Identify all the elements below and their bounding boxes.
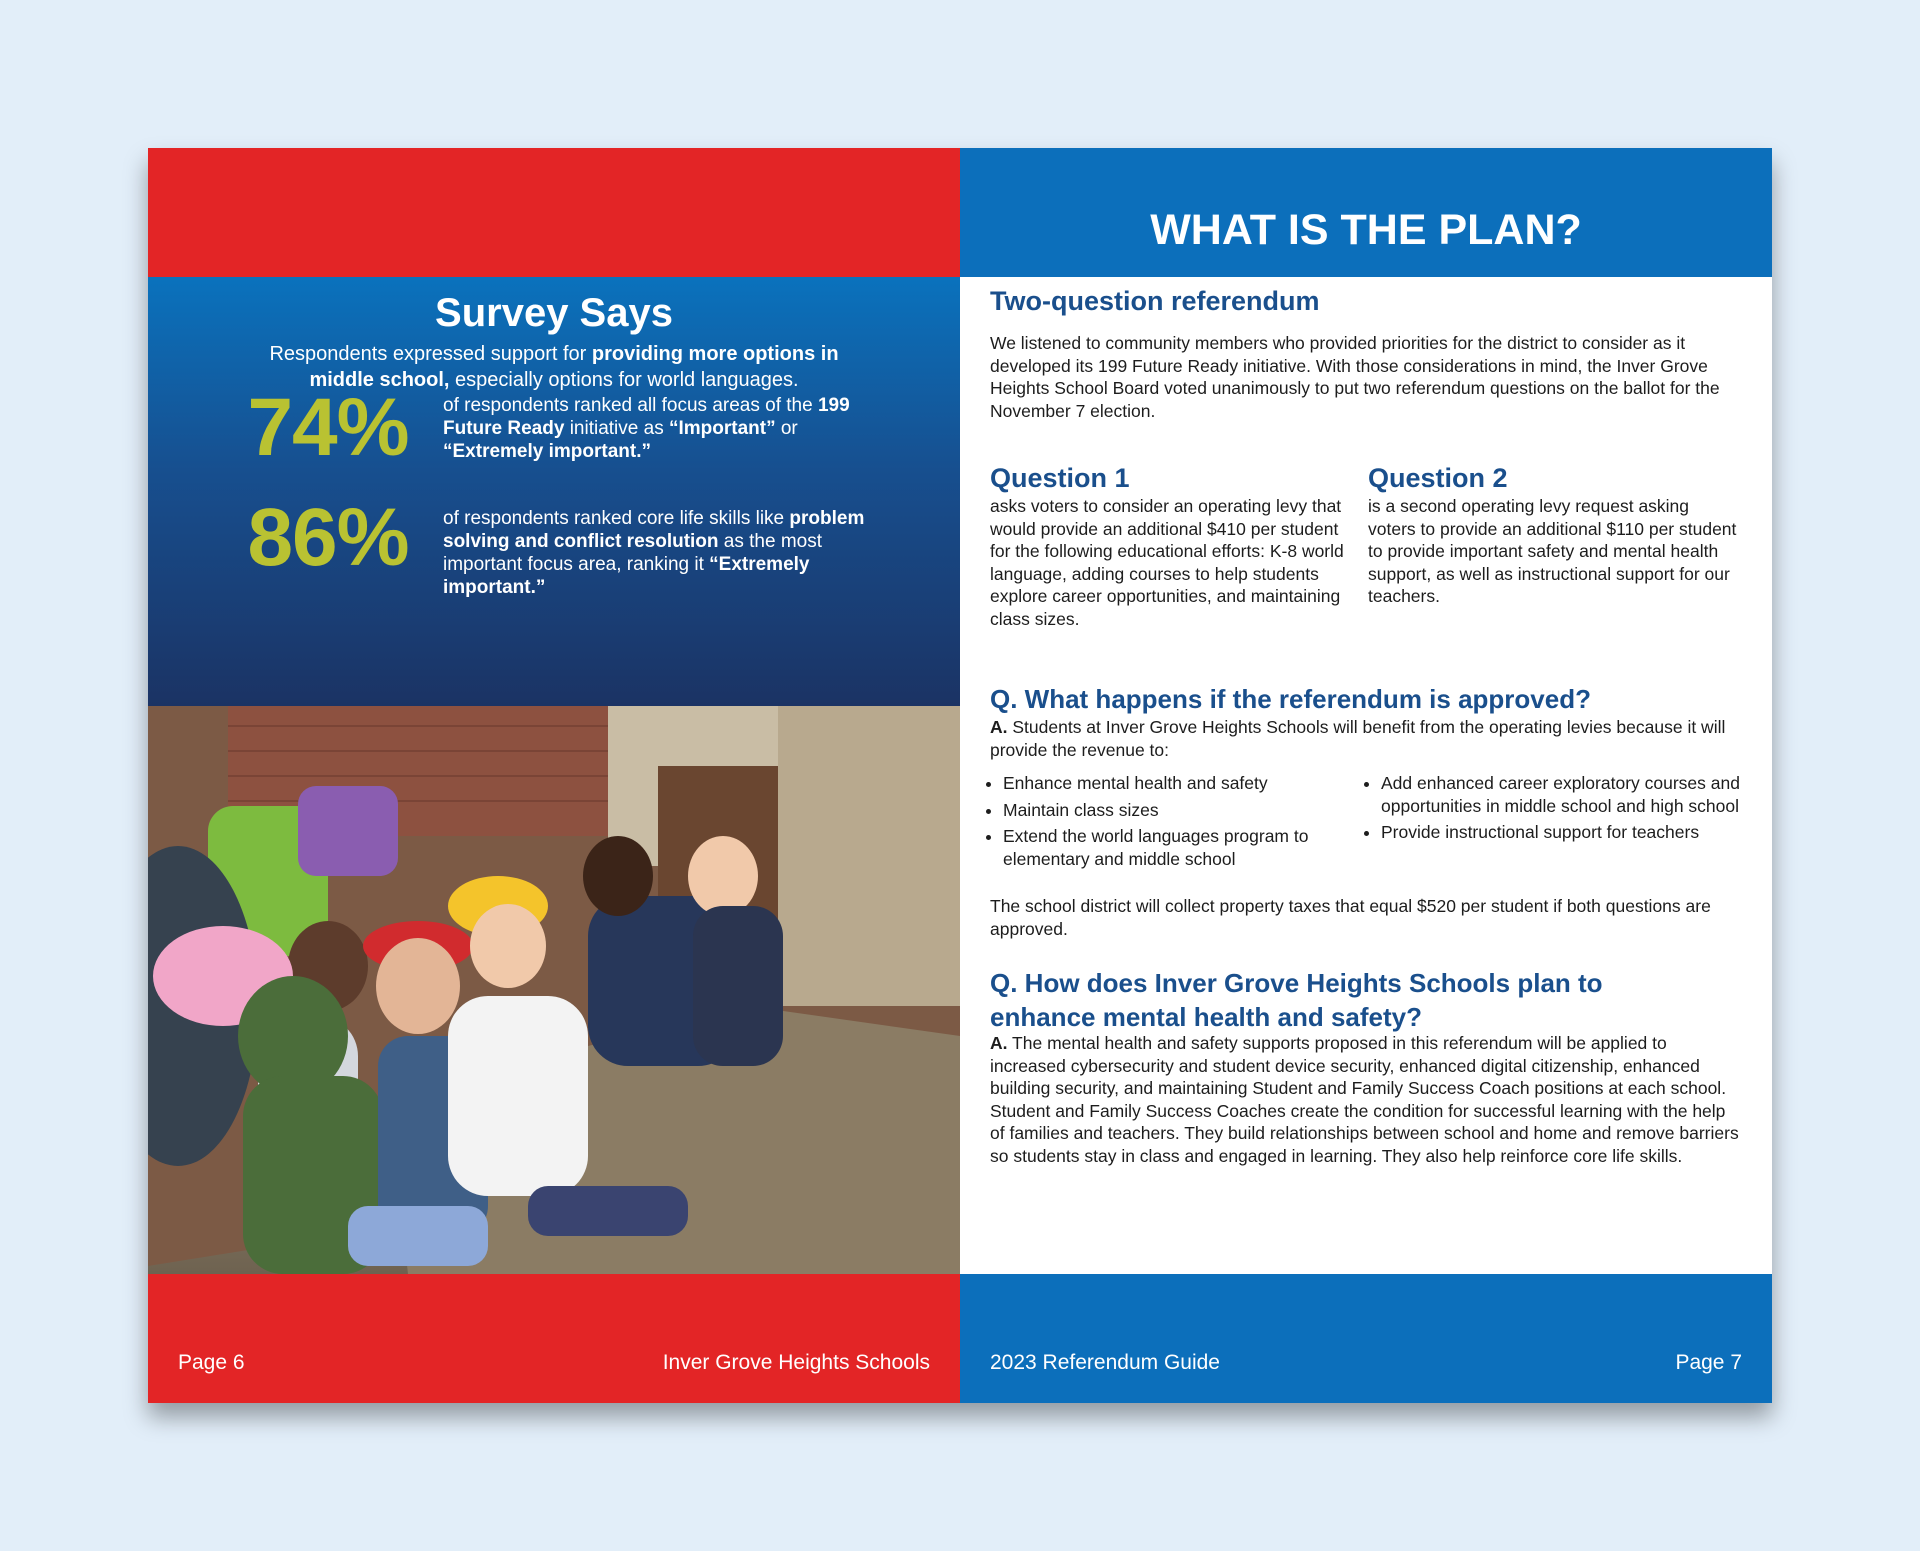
footer-page-number-left: Page 6 bbox=[178, 1351, 245, 1374]
footer-guide-title: 2023 Referendum Guide bbox=[990, 1351, 1220, 1374]
question-1-body: asks voters to consider an operating levy that would provide an additional $410 per student for the following educational efforts: K-8 world language, adding courses to help students explore career opportunities, and maintaining class sizes. bbox=[990, 496, 1344, 629]
footer-page-number-right: Page 7 bbox=[1675, 1351, 1742, 1374]
stat-74-percent: 74% bbox=[247, 382, 409, 473]
referendum-body: We listened to community members who provided priorities for the district to consider as it developed its 199 Future Ready initiative. With those considerations in mind, the Inver Grove Heights School Board voted unanimously to put two referendum questions on the ballot for the November 7 election. bbox=[990, 333, 1720, 421]
list-item: • Enhance mental health and safety bbox=[1003, 772, 1358, 795]
referendum-heading: Two-question referendum bbox=[990, 286, 1320, 316]
bottom-red-band bbox=[148, 1274, 960, 1403]
list-item: • Extend the world languages program to elementary and middle school bbox=[1003, 825, 1358, 870]
right-page bbox=[960, 148, 1772, 1403]
safety-heading: Q. How does Inver Grove Heights Schools plan to enhance mental health and safety? bbox=[990, 968, 1603, 1032]
benefits-list-left bbox=[976, 772, 1358, 874]
stat-74-description: of respondents ranked all focus areas of the 199 Future Ready initiative as “Important” or “Extremely important.” bbox=[443, 395, 850, 462]
classroom-photo bbox=[148, 706, 960, 1274]
survey-title: Survey Says bbox=[435, 291, 673, 335]
list-item: • Provide instructional support for teachers bbox=[1381, 821, 1751, 844]
approved-heading: Q. What happens if the referendum is approved? bbox=[990, 684, 1591, 714]
question-1-heading: Question 1 bbox=[990, 463, 1130, 493]
left-page bbox=[148, 148, 960, 1403]
stat-86-percent: 86% bbox=[247, 492, 409, 583]
benefits-list-right bbox=[1354, 772, 1751, 848]
list-item: • Maintain class sizes bbox=[1003, 799, 1358, 822]
survey-intro: Respondents expressed support for providing more options in middle school, especially options for world languages. bbox=[269, 343, 839, 391]
footer-org-name: Inver Grove Heights Schools bbox=[662, 1351, 930, 1374]
question-2-body: is a second operating levy request asking voters to provide an additional $110 per student to provide important safety and mental health support, as well as instructional support for our teachers. bbox=[1368, 496, 1737, 606]
brochure-spread bbox=[148, 148, 1772, 1403]
bottom-blue-band bbox=[960, 1274, 1772, 1403]
question-2-heading: Question 2 bbox=[1368, 463, 1508, 493]
stat-86-description: of respondents ranked core life skills like problem solving and conflict resolution as the most important focus area, ranking it “Extremely important.” bbox=[443, 508, 865, 598]
plan-title: WHAT IS THE PLAN? bbox=[1150, 206, 1582, 254]
safety-answer: A. The mental health and safety supports proposed in this referendum will be applied to increased cybersecurity and student device security, enhanced digital citizenship, enhanced building security, and maintaining Student and Family Success Coach positions at each school. Student and Family Success Coaches create the condition for successful learning with the help of families and teachers. They build relationships between school and home and remove barriers so students stay in class and engaged in learning. They also help reinforce core life skills. bbox=[990, 1033, 1739, 1166]
survey-panel bbox=[148, 277, 960, 706]
property-taxes-note: The school district will collect property taxes that equal $520 per student if both questions are approved. bbox=[990, 896, 1711, 939]
top-red-band bbox=[148, 148, 960, 277]
list-item: • Add enhanced career exploratory courses and opportunities in middle school and high school bbox=[1381, 772, 1751, 817]
approved-answer: A. Students at Inver Grove Heights Schools will benefit from the operating levies because it will provide the revenue to: bbox=[990, 717, 1726, 760]
